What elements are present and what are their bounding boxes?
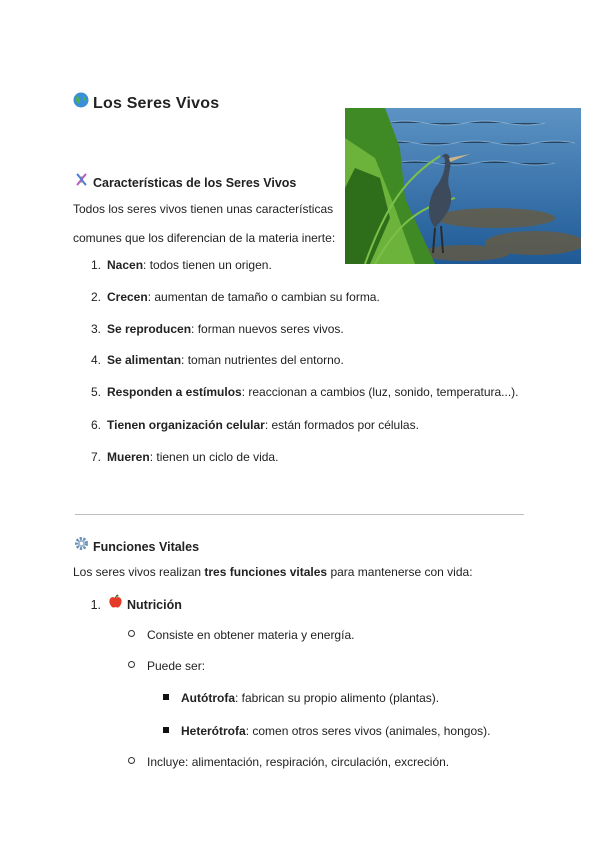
sub-item: Incluye: alimentación, respiración, circulación, excreción. — [128, 755, 449, 769]
circle-bullet-icon — [128, 757, 135, 764]
divider — [75, 514, 524, 515]
page-title: Los Seres Vivos — [73, 92, 219, 113]
list-item: 7. Mueren: tienen un ciclo de vida. — [90, 450, 279, 464]
intro-line-2: comunes que los diferencian de la materia inerte: — [73, 231, 336, 245]
list-item: 1. Nacen: todos tienen un origen. — [90, 258, 272, 272]
circle-bullet-icon — [128, 661, 135, 668]
dna-icon — [73, 172, 89, 190]
sub-item: Consiste en obtener materia y energía. — [128, 628, 354, 642]
intro-line-1: Todos los seres vivos tienen unas características — [73, 202, 334, 216]
characteristics-heading: Características de los Seres Vivos — [73, 172, 296, 190]
sub-item: Puede ser: — [128, 659, 205, 673]
list-item: 6. Tienen organización celular: están formados por células. — [90, 418, 419, 432]
nutrition-item: 1. Nutrición — [73, 594, 182, 612]
globe-icon — [73, 92, 89, 113]
list-item: 3. Se reproducen: forman nuevos seres vivos. — [90, 322, 344, 336]
square-bullet-icon — [163, 727, 169, 733]
functions-heading: Funciones Vitales — [73, 536, 199, 554]
sub-sub-item: Heterótrofa: comen otros seres vivos (animales, hongos). — [163, 724, 490, 738]
list-item: 2. Crecen: aumentan de tamaño o cambian su forma. — [90, 290, 380, 304]
circle-bullet-icon — [128, 630, 135, 637]
functions-intro: Los seres vivos realizan tres funciones vitales para mantenerse con vida: — [73, 565, 473, 579]
apple-icon — [107, 594, 123, 612]
heron-photo — [345, 108, 581, 264]
list-item: 4. Se alimentan: toman nutrientes del entorno. — [90, 353, 344, 367]
square-bullet-icon — [163, 694, 169, 700]
gear-icon — [73, 536, 89, 554]
sub-sub-item: Autótrofa: fabrican su propio alimento (plantas). — [163, 691, 439, 705]
list-item: 5. Responden a estímulos: reaccionan a cambios (luz, sonido, temperatura...). — [90, 385, 519, 399]
